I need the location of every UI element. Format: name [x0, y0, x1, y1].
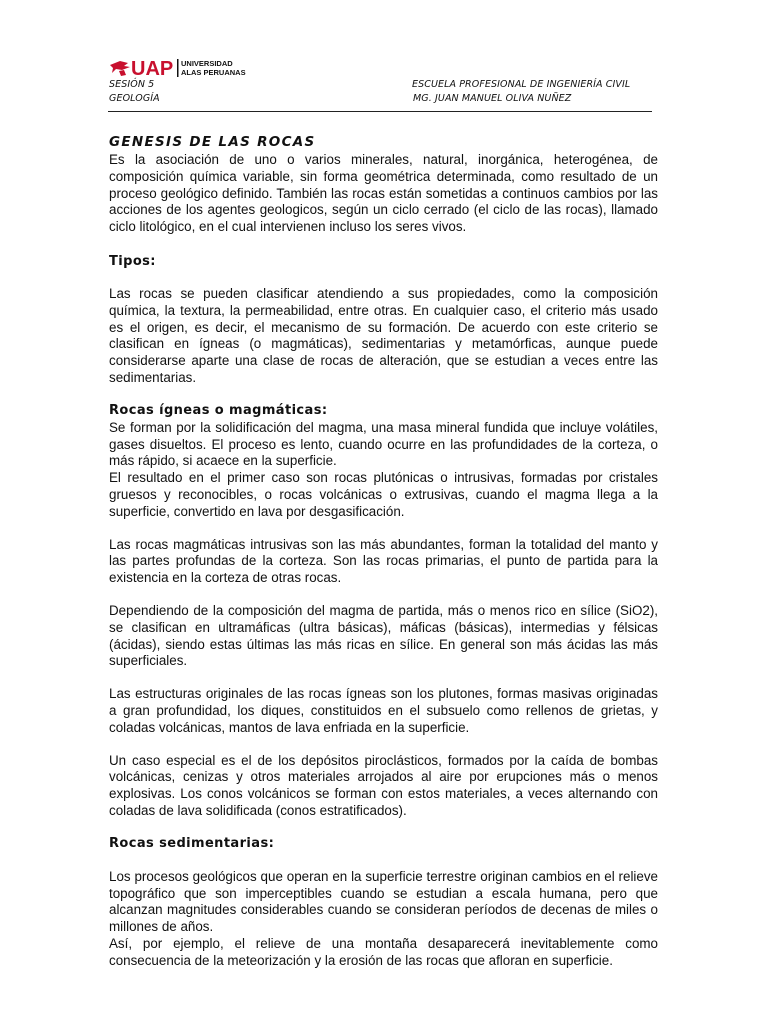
header-instructor: MG. JUAN MANUEL OLIVA NUÑEZ [413, 93, 572, 104]
tipos-paragraph: Las rocas se pueden clasificar atendiendo a sus propiedades, como la composición química, la textura, la permeabilidad, entre otras. En cualquier caso, el criterio más usado es el origen, es decir, el mecanismo de su formación. De acuerdo con este criterio se clasifican en ígneas (o magmáticas), sedimentarias y metamórficas, aunque puede considerarse aparte una clase de rocas de alteración, que se estudian a veces entre las sedimentarias. [109, 285, 658, 385]
document-body [109, 132, 658, 969]
header-divider [108, 111, 652, 112]
igneas-paragraph-6: Un caso especial es el de los depósitos piroclásticos, formados por la caída de bombas volcánicas, cenizas y otros materiales arrojados al aire por erupciones más o menos explosivas. Los conos volcánicos se forman con estos materiales, a veces alternando con coladas de lava solidificada (conos estratificados). [109, 752, 658, 818]
igneas-paragraph-5: Las estructuras originales de las rocas ígneas son los plutones, formas masivas originadas a gran profundidad, los diques, constituidos en el subsuelo como rellenos de grietas, y coladas volcánicas, mantos de lava enfriada en la superficie. [109, 686, 658, 735]
header-course: GEOLOGÍA [109, 93, 160, 104]
section-heading-tipos: Tipos: [109, 253, 156, 269]
igneas-paragraph-3: Las rocas magmáticas intrusivas son las más abundantes, forman la totalidad del manto y las partes profundas de la corteza. Son las rocas primarias, el punto de partida para la existencia en la corteza de otras rocas. [109, 536, 658, 586]
section-heading-sedimentarias: Rocas sedimentarias: [109, 835, 275, 851]
logo-subtitle-1: UNIVERSIDAD [181, 59, 233, 68]
header-school: ESCUELA PROFESIONAL DE INGENIERÍA CIVIL [412, 79, 631, 90]
igneas-paragraph-2: El resultado en el primer caso son rocas plutónicas o intrusivas, formadas por cristales gruesos y reconocibles, o rocas volcánicas o extrusivas, cuando el magma llega a la superficie, convertido en lava por desgasificación. [109, 470, 658, 519]
logo-subtitle-2: ALAS PERUANAS [181, 68, 246, 77]
igneas-paragraph-1: Se forman por la solidificación del magma, una masa mineral fundida que incluye volátiles, gases disueltos. El proceso es lento, cuando ocurre en las profundidades de la corteza, o más rápido, si acaece en la superficie. [109, 419, 658, 469]
header-session: SESIÓN 5 [109, 79, 155, 90]
section-heading-igneas: Rocas ígneas o magmáticas: [109, 402, 328, 418]
wing-emblem-icon [110, 61, 130, 76]
logo-text: UAP [131, 58, 174, 79]
document-title: GENESIS DE LAS ROCAS [109, 134, 316, 150]
sedimentarias-paragraph-2: Así, por ejemplo, el relieve de una montaña desaparecerá inevitablemente como consecuencia de la meteorización y la erosión de las rocas que afloran en superficie. [109, 935, 658, 968]
university-logo [110, 57, 260, 79]
igneas-paragraph-4: Dependiendo de la composición del magma de partida, más o menos rico en sílice (SiO2), se clasifican en ultramáficas (ultra básicas), máficas (básicas), intermedias y félsicas (ácidas), siendo estas últimas las más ricas en sílice. En general son más ácidas las más superficiales. [109, 602, 658, 669]
intro-paragraph: Es la asociación de uno o varios minerales, natural, inorgánica, heterogénea, de composición química variable, sin forma geométrica determinada, como resultado de un proceso geológico definido. También las rocas están sometidas a continuos cambios por las acciones de los agentes geologicos, según un ciclo cerrado (el ciclo de las rocas), llamado ciclo litológico, en el cual intervienen incluso los seres vivos. [109, 152, 658, 235]
sedimentarias-paragraph-1: Los procesos geológicos que operan en la superficie terrestre originan cambios en el relieve topográfico que son imperceptibles cuando se estudian a escala humana, pero que alcanzan magnitudes considerables cuando se consideran períodos de decenas de miles o millones de años. [109, 868, 658, 935]
